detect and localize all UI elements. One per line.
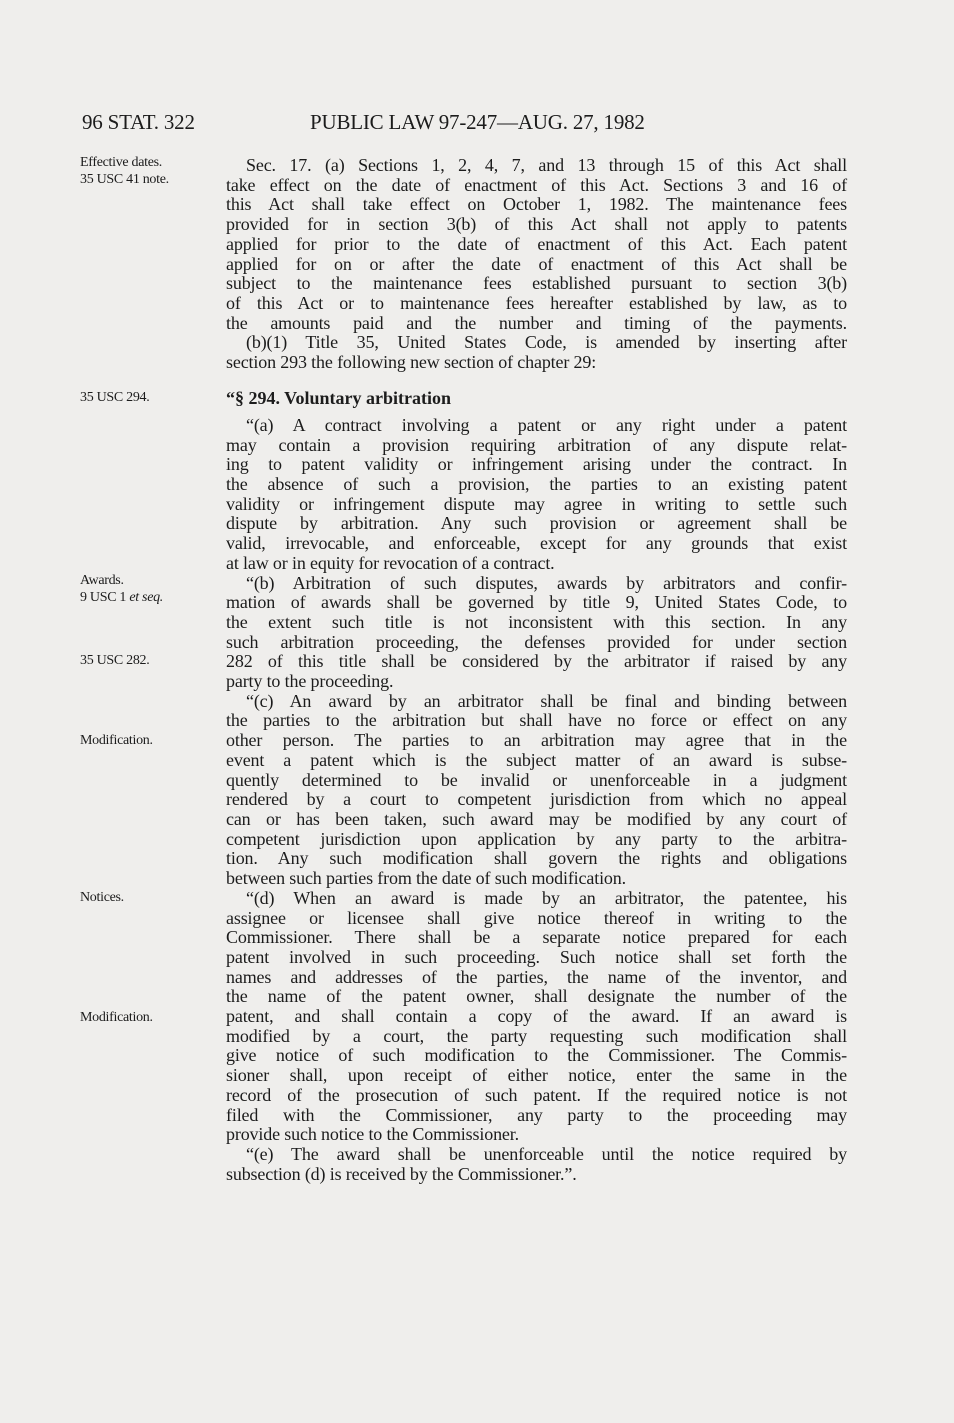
- margin-note-citation-italic: et seq.: [129, 590, 164, 605]
- margin-note-usc294: 35 USC 294.: [80, 390, 150, 405]
- text-line: quently determined to be invalid or unenforceable in a judgment: [226, 769, 847, 790]
- margin-note-text: [80, 589, 163, 606]
- text-line: ing to patent validity or infringement arising under the contract. In: [226, 454, 847, 475]
- text-line: tion. Any such modification shall govern the rights and obligations: [226, 848, 847, 869]
- text-line: applied for on or after the date of enactment of this Act shall be: [226, 253, 847, 274]
- text-line: give notice of such modification to the Commissioner. The Commis-: [226, 1045, 847, 1066]
- section-heading: “§ 294. Voluntary arbitration: [226, 388, 452, 409]
- text-line: patent involved in such proceeding. Such notice shall set forth the: [226, 946, 847, 967]
- paragraph-sec17-a: [226, 156, 847, 333]
- text-line: the name of the patent owner, shall designate the number of the: [226, 986, 847, 1007]
- text-line: assignee or licensee shall give notice thereof in writing to the: [226, 907, 847, 928]
- text-line: other person. The parties to an arbitration may agree that in the: [226, 730, 847, 751]
- text-line: such arbitration proceeding, the defenses provided for under section: [226, 631, 847, 652]
- margin-note-notices: Notices.: [80, 890, 124, 905]
- text-line: may contain a provision requiring arbitration of any dispute relat-: [226, 434, 847, 455]
- paragraph-subsection-d: [226, 889, 847, 1145]
- text-line: subject to the maintenance fees established pursuant to section 3(b): [226, 273, 847, 294]
- text-line: mation of awards shall be governed by title 9, United States Code, to: [226, 592, 847, 613]
- text-line: “(c) An award by an arbitrator shall be final and binding between: [246, 690, 847, 711]
- text-line: can or has been taken, such award may be modified by any court of: [226, 809, 847, 829]
- margin-note-awards: [80, 572, 163, 606]
- margin-note-text: 35 USC 41 note.: [80, 172, 169, 187]
- text-line: “(e) The award shall be unenforceable until the notice required by: [246, 1143, 847, 1164]
- text-line: modified by a court, the party requesting such modification shall: [226, 1025, 847, 1046]
- text-line: between such parties from the date of such modification.: [226, 868, 626, 889]
- text-line: the absence of such a provision, the parties to an existing patent: [226, 474, 847, 495]
- margin-note-usc282: 35 USC 282.: [80, 653, 150, 668]
- text-line: the extent such title is not inconsistent with this section. In any: [226, 611, 847, 632]
- text-line: “(d) When an award is made by an arbitrator, the patentee, his: [246, 887, 847, 908]
- text-line: names and addresses of the parties, the name of the inventor, and: [226, 966, 847, 987]
- paragraph-subsection-e: [226, 1145, 847, 1184]
- body-text-column: [226, 156, 847, 1184]
- text-line: subsection (d) is received by the Commissioner.”.: [226, 1163, 577, 1184]
- text-line: “(b) Arbitration of such disputes, awards by arbitrators and confir-: [246, 572, 847, 593]
- text-line: validity or infringement dispute may agree in writing to settle such: [226, 493, 847, 514]
- text-line: at law or in equity for revocation of a contract.: [226, 552, 555, 573]
- margin-note-modification: Modification.: [80, 1010, 153, 1025]
- text-line: the parties to the arbitration but shall have no force or effect on any: [226, 710, 847, 731]
- text-line: the amounts paid and the number and timing of the payments.: [226, 312, 847, 333]
- paragraph-subsection-c: [226, 692, 847, 889]
- paragraph-subsection-b: [226, 574, 847, 692]
- text-line: “(a) A contract involving a patent or any right under a patent: [246, 414, 847, 435]
- text-line: section 293 the following new section of chapter 29:: [226, 352, 597, 373]
- text-line: provide such notice to the Commissioner.: [226, 1124, 519, 1145]
- text-line: take effect on the date of enactment of this Act. Sections 3 and 16 of: [226, 174, 847, 195]
- text-line: event a patent which is the subject matter of an award is subse-: [226, 749, 847, 770]
- text-line: sioner shall, upon receipt of either notice, enter the same in the: [226, 1065, 847, 1086]
- running-header-title: PUBLIC LAW 97-247—AUG. 27, 1982: [310, 110, 645, 134]
- text-line: Sec. 17. (a) Sections 1, 2, 4, 7, and 13 through 15 of this Act shall: [246, 155, 847, 175]
- margin-note-citation: 9 USC 1: [80, 590, 127, 605]
- margin-note-text: Awards.: [80, 573, 124, 588]
- text-line: provided for in section 3(b) of this Act shall not apply to patents: [226, 214, 847, 235]
- text-line: dispute by arbitration. Any such provision or agreement shall be: [226, 513, 847, 534]
- margin-note-text: Effective dates.: [80, 155, 163, 170]
- text-line: competent jurisdiction upon application by any party to the arbitra-: [226, 828, 847, 849]
- stat-page-number: 96 STAT. 322: [82, 110, 195, 134]
- text-line: valid, irrevocable, and enforceable, except for any grounds that exist: [226, 533, 847, 554]
- text-line: (b)(1) Title 35, United States Code, is amended by inserting after: [246, 332, 847, 353]
- paragraph-sec17-b1: [226, 333, 847, 372]
- text-line: rendered by a court to competent jurisdiction from which no appeal: [226, 789, 847, 810]
- text-line: record of the prosecution of such patent. If the required notice is not: [226, 1084, 847, 1105]
- text-line: of this Act or to maintenance fees hereafter established by law, as to: [226, 292, 847, 313]
- text-line: party to the proceeding.: [226, 671, 394, 692]
- text-line: this Act shall take effect on October 1, 1982. The maintenance fees: [226, 194, 847, 215]
- margin-note-modification: Modification.: [80, 733, 153, 748]
- margin-note-effective-dates: [80, 154, 169, 188]
- text-line: filed with the Commissioner, any party to the proceeding may: [226, 1104, 847, 1125]
- text-line: 282 of this title shall be considered by the arbitrator if raised by any: [226, 651, 847, 672]
- paragraph-subsection-a: [226, 416, 847, 574]
- text-line: Commissioner. There shall be a separate notice prepared for each: [226, 927, 847, 948]
- text-line: patent, and shall contain a copy of the award. If an award is: [226, 1006, 847, 1027]
- text-line: applied for prior to the date of enactment of this Act. Each patent: [226, 233, 847, 254]
